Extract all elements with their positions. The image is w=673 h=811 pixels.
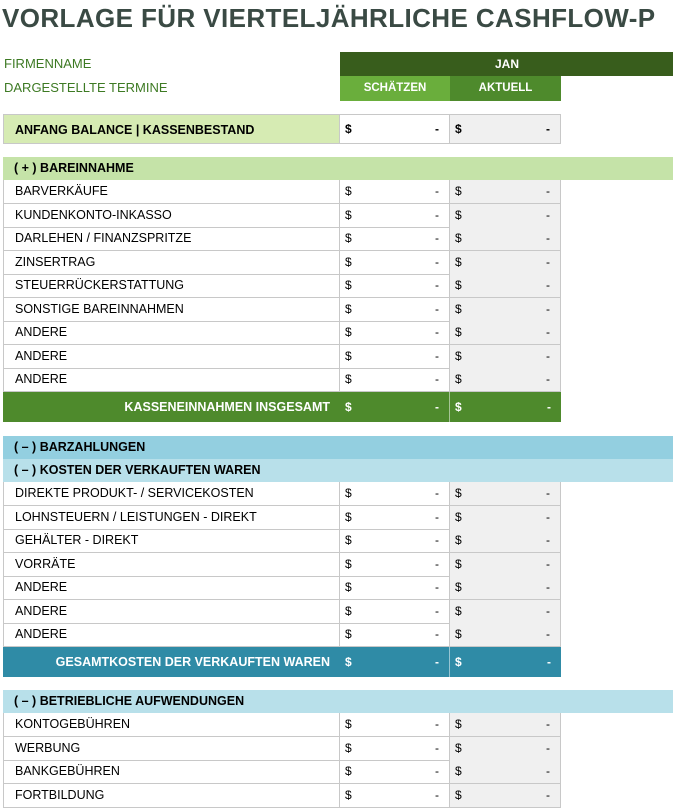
- cogs-item-estimate-cell[interactable]: $ -: [340, 623, 450, 646]
- page-title: VORLAGE FÜR VIERTELJÄHRLICHE CASHFLOW-P: [2, 3, 656, 33]
- receipt-item-row[interactable]: [3, 227, 561, 251]
- opex-header: ( – ) BETRIEBLICHE AUFWENDUNGEN: [3, 690, 673, 713]
- begin-balance-actual[interactable]: $ -: [450, 114, 561, 144]
- receipt-item-estimate-cell[interactable]: $ -: [340, 345, 450, 368]
- receipt-item-estimate-cell[interactable]: $ -: [340, 368, 450, 391]
- receipt-item-row[interactable]: [3, 274, 561, 298]
- receipt-item-row[interactable]: [3, 251, 561, 275]
- cogs-item-row[interactable]: [3, 600, 561, 624]
- cogs-item-label: ANDERE: [3, 600, 340, 623]
- receipt-item-label: ZINSERTRAG: [3, 251, 340, 274]
- receipt-item-estimate-cell[interactable]: $ -: [340, 180, 450, 203]
- receipts-total-actual: $ -: [455, 400, 551, 414]
- cogs-item-actual-cell[interactable]: $ -: [450, 576, 561, 599]
- opex-item-row[interactable]: [3, 784, 561, 808]
- cogs-item-label: VORRÄTE: [3, 553, 340, 576]
- opex-item-estimate-cell[interactable]: $ -: [340, 784, 450, 807]
- opex-item-label: BANKGEBÜHREN: [3, 760, 340, 783]
- begin-balance-estimate[interactable]: $ -: [340, 114, 450, 144]
- cogs-item-actual-cell[interactable]: $ -: [450, 529, 561, 552]
- receipt-item-actual-cell[interactable]: $ -: [450, 204, 561, 227]
- receipt-item-row[interactable]: [3, 204, 561, 228]
- receipt-item-row[interactable]: [3, 321, 561, 345]
- receipt-item-label: BARVERKÄUFE: [3, 180, 340, 203]
- receipt-item-row[interactable]: [3, 345, 561, 369]
- cogs-total-actual: $ -: [455, 655, 551, 669]
- cogs-item-row[interactable]: [3, 576, 561, 600]
- opex-item-estimate-cell[interactable]: $ -: [340, 760, 450, 783]
- receipts-total-label: KASSENEINNAHMEN INSGESAMT: [124, 400, 330, 414]
- dates-label[interactable]: DARGESTELLTE TERMINE: [4, 80, 168, 95]
- cogs-item-actual-cell[interactable]: $ -: [450, 482, 561, 505]
- estimate-header[interactable]: SCHÄTZEN: [340, 76, 450, 101]
- receipt-item-actual-cell[interactable]: $ -: [450, 345, 561, 368]
- company-name-label[interactable]: FIRMENNAME: [4, 56, 92, 71]
- cogs-item-actual-cell[interactable]: $ -: [450, 600, 561, 623]
- cogs-total-row: [3, 647, 561, 677]
- cogs-item-estimate-cell[interactable]: $ -: [340, 600, 450, 623]
- cogs-item-row[interactable]: [3, 506, 561, 530]
- cogs-item-actual-cell[interactable]: $ -: [450, 623, 561, 646]
- receipts-total-estimate: $ -: [340, 392, 450, 422]
- begin-balance-row[interactable]: [3, 114, 561, 144]
- receipt-item-estimate-cell[interactable]: $ -: [340, 298, 450, 321]
- opex-item-label: KONTOGEBÜHREN: [3, 713, 340, 736]
- cogs-item-label: DIREKTE PRODUKT- / SERVICEKOSTEN: [3, 482, 340, 505]
- opex-item-actual-cell[interactable]: $ -: [450, 737, 561, 760]
- cogs-item-row[interactable]: [3, 553, 561, 577]
- cogs-total-estimate: $ -: [340, 647, 450, 677]
- receipt-item-estimate-cell[interactable]: $ -: [340, 274, 450, 297]
- cogs-item-estimate-cell[interactable]: $ -: [340, 553, 450, 576]
- receipt-item-label: ANDERE: [3, 368, 340, 391]
- opex-item-row[interactable]: [3, 737, 561, 761]
- cogs-item-label: ANDERE: [3, 576, 340, 599]
- opex-item-row[interactable]: [3, 760, 561, 784]
- cogs-item-estimate-cell[interactable]: $ -: [340, 506, 450, 529]
- cogs-item-label: ANDERE: [3, 623, 340, 646]
- cogs-item-label: GEHÄLTER - DIREKT: [3, 529, 340, 552]
- receipts-total-row: [3, 392, 561, 422]
- payments-header: ( – ) BARZAHLUNGEN: [3, 436, 673, 459]
- receipt-item-label: ANDERE: [3, 321, 340, 344]
- receipt-item-actual-cell[interactable]: $ -: [450, 274, 561, 297]
- cogs-item-estimate-cell[interactable]: $ -: [340, 529, 450, 552]
- receipt-item-actual-cell[interactable]: $ -: [450, 180, 561, 203]
- cogs-total-label: GESAMTKOSTEN DER VERKAUFTEN WAREN: [55, 655, 330, 669]
- opex-item-actual-cell[interactable]: $ -: [450, 784, 561, 807]
- receipt-item-actual-cell[interactable]: $ -: [450, 298, 561, 321]
- opex-item-label: WERBUNG: [3, 737, 340, 760]
- cogs-item-actual-cell[interactable]: $ -: [450, 506, 561, 529]
- receipt-item-estimate-cell[interactable]: $ -: [340, 251, 450, 274]
- cogs-item-row[interactable]: [3, 623, 561, 647]
- receipt-item-actual-cell[interactable]: $ -: [450, 227, 561, 250]
- receipt-item-estimate-cell[interactable]: $ -: [340, 227, 450, 250]
- cogs-header: ( – ) KOSTEN DER VERKAUFTEN WAREN: [3, 459, 673, 482]
- opex-item-actual-cell[interactable]: $ -: [450, 760, 561, 783]
- receipt-item-actual-cell[interactable]: $ -: [450, 251, 561, 274]
- begin-balance-label: ANFANG BALANCE | KASSENBESTAND: [3, 114, 340, 144]
- receipt-item-row[interactable]: [3, 298, 561, 322]
- receipt-item-actual-cell[interactable]: $ -: [450, 321, 561, 344]
- opex-item-estimate-cell[interactable]: $ -: [340, 713, 450, 736]
- receipt-item-label: DARLEHEN / FINANZSPRITZE: [3, 227, 340, 250]
- opex-item-label: FORTBILDUNG: [3, 784, 340, 807]
- receipt-item-row[interactable]: [3, 368, 561, 392]
- cogs-item-actual-cell[interactable]: $ -: [450, 553, 561, 576]
- receipt-item-label: ANDERE: [3, 345, 340, 368]
- opex-item-actual-cell[interactable]: $ -: [450, 713, 561, 736]
- cogs-item-estimate-cell[interactable]: $ -: [340, 482, 450, 505]
- receipt-item-label: SONSTIGE BAREINNAHMEN: [3, 298, 340, 321]
- receipt-item-estimate-cell[interactable]: $ -: [340, 204, 450, 227]
- receipt-item-estimate-cell[interactable]: $ -: [340, 321, 450, 344]
- receipts-header: ( + ) BAREINNAHME: [3, 157, 673, 180]
- receipt-item-row[interactable]: [3, 180, 561, 204]
- cogs-item-label: LOHNSTEUERN / LEISTUNGEN - DIREKT: [3, 506, 340, 529]
- receipt-item-actual-cell[interactable]: $ -: [450, 368, 561, 391]
- cogs-item-row[interactable]: [3, 482, 561, 506]
- cogs-item-estimate-cell[interactable]: $ -: [340, 576, 450, 599]
- receipt-item-label: STEUERRÜCKERSTATTUNG: [3, 274, 340, 297]
- cogs-item-row[interactable]: [3, 529, 561, 553]
- opex-item-estimate-cell[interactable]: $ -: [340, 737, 450, 760]
- opex-item-row[interactable]: [3, 713, 561, 737]
- receipt-item-label: KUNDENKONTO-INKASSO: [3, 204, 340, 227]
- actual-header[interactable]: AKTUELL: [450, 76, 561, 101]
- month-header[interactable]: JAN: [340, 52, 673, 76]
